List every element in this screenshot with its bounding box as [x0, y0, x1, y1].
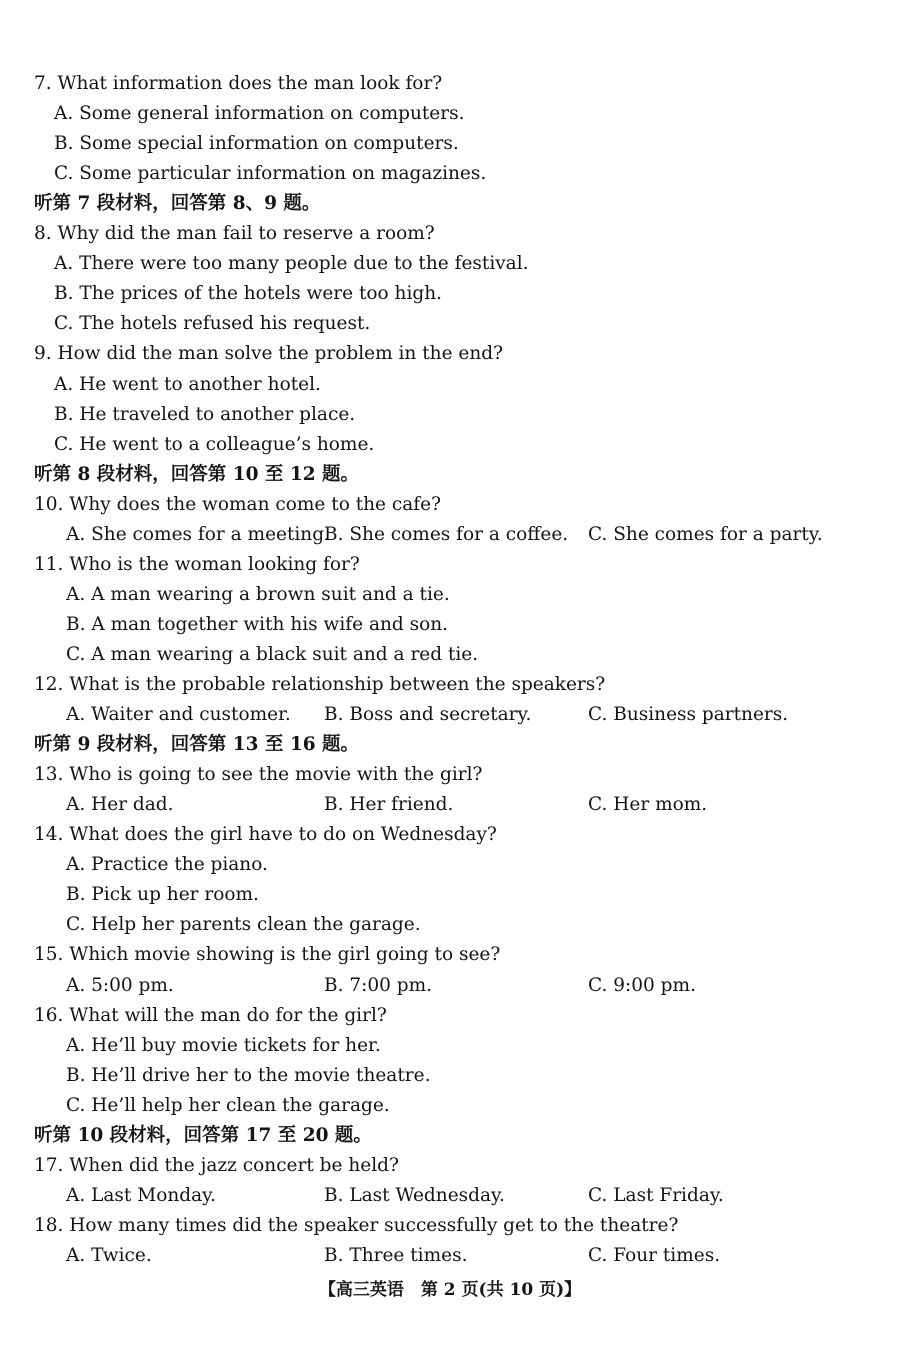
answer-option: B. Pick up her room.: [66, 884, 259, 905]
question-stem: 14. What does the girl have to do on Wednesday?: [34, 824, 497, 845]
section-instruction: 听第 10 段材料，回答第 17 至 20 题。: [34, 1125, 372, 1146]
answer-option: A. There were too many people due to the festival.: [54, 253, 529, 274]
answer-option: B. Some special information on computers.: [54, 133, 459, 154]
answer-option: A. Waiter and customer.: [66, 704, 291, 725]
answer-option: B. 7:00 pm.: [324, 975, 433, 996]
answer-option: A. A man wearing a brown suit and a tie.: [66, 584, 450, 605]
answer-option: B. Boss and secretary.: [324, 704, 532, 725]
question-stem: 9. How did the man solve the problem in the end?: [34, 343, 504, 364]
answer-option: B. He traveled to another place.: [54, 404, 356, 425]
question-stem: 11. Who is the woman looking for?: [34, 554, 360, 575]
question-stem: 16. What will the man do for the girl?: [34, 1005, 387, 1026]
answer-option: C. Business partners.: [588, 704, 789, 725]
answer-option: C. Help her parents clean the garage.: [66, 914, 421, 935]
section-instruction: 听第 7 段材料，回答第 8、9 题。: [34, 193, 321, 214]
answer-option: A. Some general information on computers.: [54, 103, 465, 124]
answer-option: B. The prices of the hotels were too high.: [54, 283, 443, 304]
answer-option: C. The hotels refused his request.: [54, 313, 371, 334]
answer-option: C. She comes for a party.: [588, 524, 823, 545]
answer-option: C. He’ll help her clean the garage.: [66, 1095, 390, 1116]
answer-option: A. Twice.: [66, 1245, 152, 1266]
question-stem: 7. What information does the man look for?: [34, 73, 443, 94]
question-stem: 15. Which movie showing is the girl going to see?: [34, 944, 501, 965]
question-stem: 10. Why does the woman come to the cafe?: [34, 494, 441, 515]
question-stem: 18. How many times did the speaker successfully get to the theatre?: [34, 1215, 679, 1236]
answer-option: A. Practice the piano.: [66, 854, 268, 875]
answer-option: A. She comes for a meeting.: [66, 524, 330, 545]
answer-option: C. Four times.: [588, 1245, 721, 1266]
answer-option: B. A man together with his wife and son.: [66, 614, 449, 635]
question-stem: 12. What is the probable relationship between the speakers?: [34, 674, 606, 695]
answer-option: C. Last Friday.: [588, 1185, 724, 1206]
section-instruction: 听第 8 段材料，回答第 10 至 12 题。: [34, 464, 360, 485]
section-instruction: 听第 9 段材料，回答第 13 至 16 题。: [34, 734, 360, 755]
answer-option: A. Last Monday.: [66, 1185, 216, 1206]
answer-option: A. Her dad.: [66, 794, 174, 815]
question-stem: 8. Why did the man fail to reserve a room?: [34, 223, 435, 244]
answer-option: A. 5:00 pm.: [66, 975, 174, 996]
answer-option: C. 9:00 pm.: [588, 975, 696, 996]
page-footer: 【高三英语 第 2 页(共 10 页)】: [318, 1280, 582, 1300]
question-stem: 17. When did the jazz concert be held?: [34, 1155, 399, 1176]
question-stem: 13. Who is going to see the movie with the girl?: [34, 764, 483, 785]
answer-option: A. He went to another hotel.: [54, 374, 321, 395]
answer-option: A. He’ll buy movie tickets for her.: [66, 1035, 381, 1056]
answer-option: C. He went to a colleague’s home.: [54, 434, 375, 455]
answer-option: B. Her friend.: [324, 794, 454, 815]
answer-option: C. Some particular information on magazines.: [54, 163, 487, 184]
answer-option: B. Last Wednesday.: [324, 1185, 505, 1206]
answer-option: B. He’ll drive her to the movie theatre.: [66, 1065, 431, 1086]
answer-option: C. Her mom.: [588, 794, 708, 815]
answer-option: C. A man wearing a black suit and a red tie.: [66, 644, 479, 665]
answer-option: B. She comes for a coffee.: [324, 524, 569, 545]
answer-option: B. Three times.: [324, 1245, 468, 1266]
